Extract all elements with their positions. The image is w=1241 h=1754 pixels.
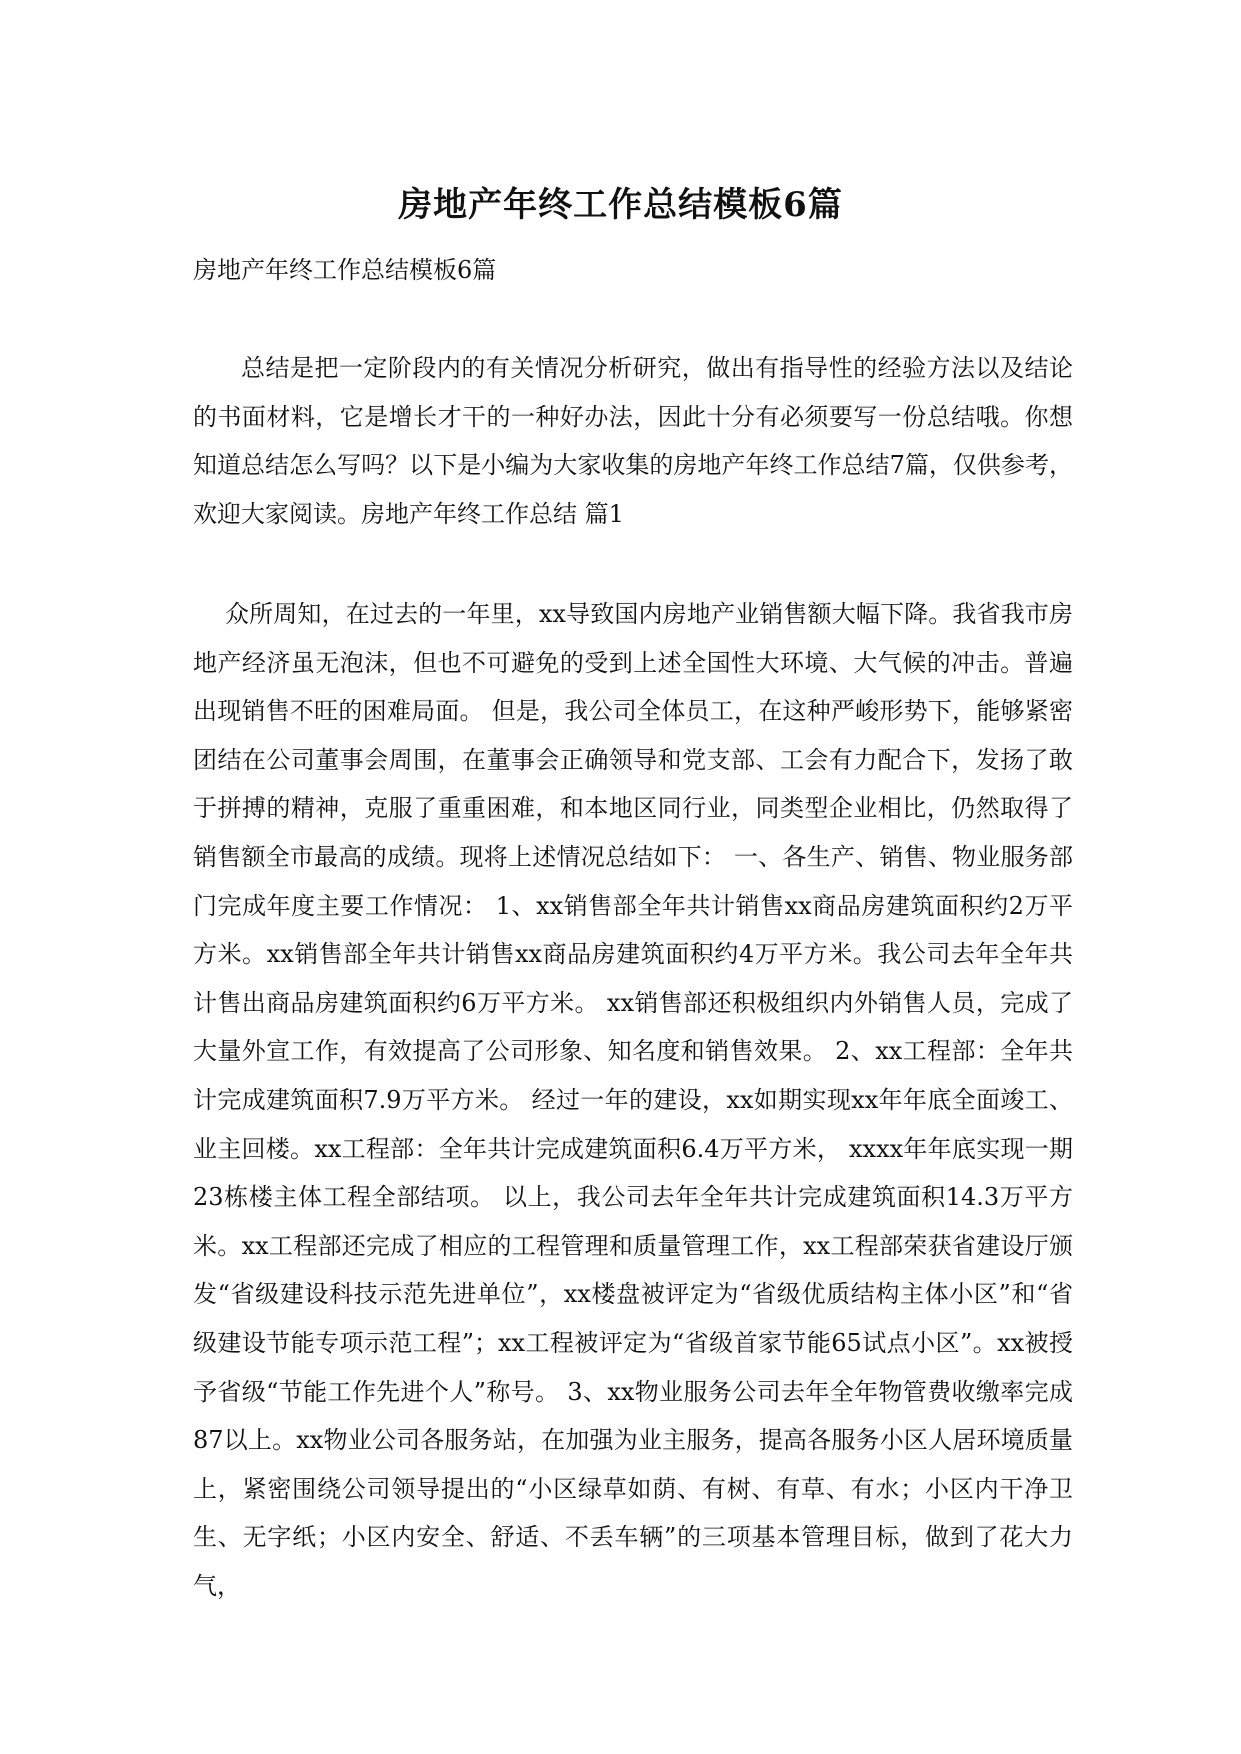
document-title: 房地产年终工作总结模板6篇: [398, 185, 843, 225]
intro-paragraph: 总结是把一定阶段内的有关情况分析研究，做出有指导性的经验方法以及结论的书面材料，它是增长才干的一种好办法，因此十分有必须要写一份总结哦。你想知道总结怎么写吗？以下是小编为大家收集的房地产年终工作总结7篇，仅供参考，欢迎大家阅读。房地产年终工作总结 篇1: [193, 354, 1073, 528]
document-subtitle: 房地产年终工作总结模板6篇: [193, 256, 497, 284]
body-paragraph: 众所周知，在过去的一年里，xx导致国内房地产业销售额大幅下降。我省我市房地产经济虽无泡沫，但也不可避免的受到上述全国性大环境、大气候的冲击。普遍出现销售不旺的困难局面。 但是，我公司全体员工，在这种严峻形势下，能够紧密团结在公司董事会周围，在董事会正确领导和党支部、工会有力配合下，发扬了敢于拼搏的精神，克服了重重困难，和本地区同行业，同类型企业相比，仍然取得了销售额全市最高的成绩。现将上述情况总结如下： 一、各生产、销售、物业服务部门完成年度主要工作情况： 1、xx销售部全年共计销售xx商品房建筑面积约2万平方米。xx销售部全年共计销售xx商品房建筑面积约4万平方米。我公司去年全年共计售出商品房建筑面积约6万平方米。 xx销售部还积极组织内外销售人员，完成了大量外宣工作，有效提高了公司形象、知名度和销售效果。 2、xx工程部：全年共计完成建筑面积7.9万平方米。 经过一年的建设，xx如期实现xx年年底全面竣工、业主回楼。xx工程部：全年共计完成建筑面积6.4万平方米， xxxx年年底实现一期23栋楼主体工程全部结项。 以上，我公司去年全年共计完成建筑面积14.3万平方米。xx工程部还完成了相应的工程管理和质量管理工作，xx工程部荣获省建设厅颁发“省级建设科技示范先进单位”，xx楼盘被评定为“省级优质结构主体小区”和“省级建设节能专项示范工程”；xx工程被评定为“省级首家节能65试点小区”。xx被授予省级“节能工作先进个人”称号。 3、xx物业服务公司去年全年物管费收缴率完成87以上。xx物业公司各服务站，在加强为业主服务，提高各服务小区人居环境质量上，紧密围绕公司领导提出的“小区绿草如荫、有树、有草、有水；小区内干净卫生、无字纸；小区内安全、舒适、不丢车辆”的三项基本管理目标，做到了花大力气，: [193, 600, 1073, 1600]
